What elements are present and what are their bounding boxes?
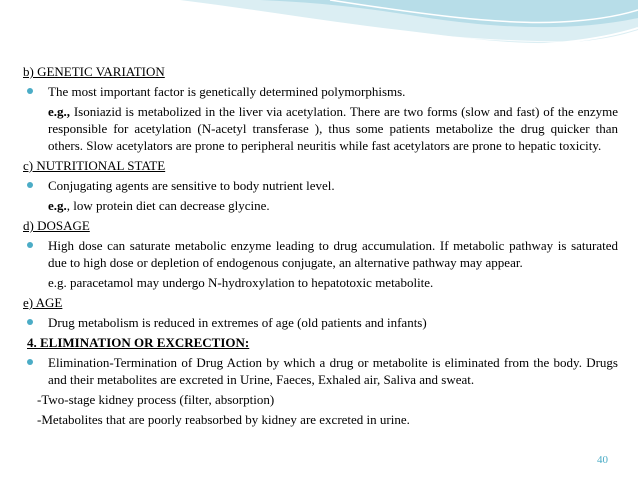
bullet-dot-icon	[27, 359, 33, 365]
heading-nutritional-state: c) NUTRITIONAL STATE	[23, 158, 166, 173]
bullet-dot-icon	[27, 88, 33, 94]
bullet-nutritional: Conjugating agents are sensitive to body nutrient level.	[23, 177, 618, 194]
bullet-dot-icon	[27, 182, 33, 188]
bullet-age: Drug metabolism is reduced in extremes of age (old patients and infants)	[23, 314, 618, 331]
example-dosage: e.g. paracetamol may undergo N-hydroxylation to hepatotoxic metabolite.	[48, 275, 434, 290]
slide-body	[23, 63, 618, 431]
page-number: 40	[597, 454, 608, 466]
bullet-dosage: High dose can saturate metabolic enzyme leading to drug accumulation. If metabolic pathway is saturated due to high dose or depletion of endogenous conjugate, an alternative pathway may appear.	[23, 237, 618, 271]
heading-age: e) AGE	[23, 295, 63, 310]
bullet-elimination: Elimination-Termination of Drug Action by which a drug or metabolite is eliminated from the body. Drugs and their metabolites are excreted in Urine, Faeces, Exhaled air, Saliva and sweat.	[23, 354, 618, 388]
heading-elimination: 4. ELIMINATION OR EXCRECTION:	[27, 335, 250, 350]
example-nutritional: e.g., low protein diet can decrease glycine.	[48, 198, 270, 213]
elimination-line-kidney-process: -Two-stage kidney process (filter, absorption)	[37, 392, 275, 407]
heading-genetic-variation: b) GENETIC VARIATION	[23, 64, 165, 79]
example-genetic: e.g., Isoniazid is metabolized in the liver via acetylation. There are two forms (slow and fast) of the enzyme responsible for acetylation (N-acetyl transferase ), thus some patients metabolize the drug quicker than others. Slow acetylators are prone to peripheral neuritis while fast acetylators are prone to hepatic toxicity.	[48, 104, 618, 153]
bullet-dot-icon	[27, 242, 33, 248]
heading-dosage: d) DOSAGE	[23, 218, 90, 233]
bullet-dot-icon	[27, 319, 33, 325]
bullet-genetic: The most important factor is genetically determined polymorphisms.	[23, 83, 618, 100]
elimination-line-metabolites: -Metabolites that are poorly reabsorbed by kidney are excreted in urine.	[37, 412, 410, 427]
